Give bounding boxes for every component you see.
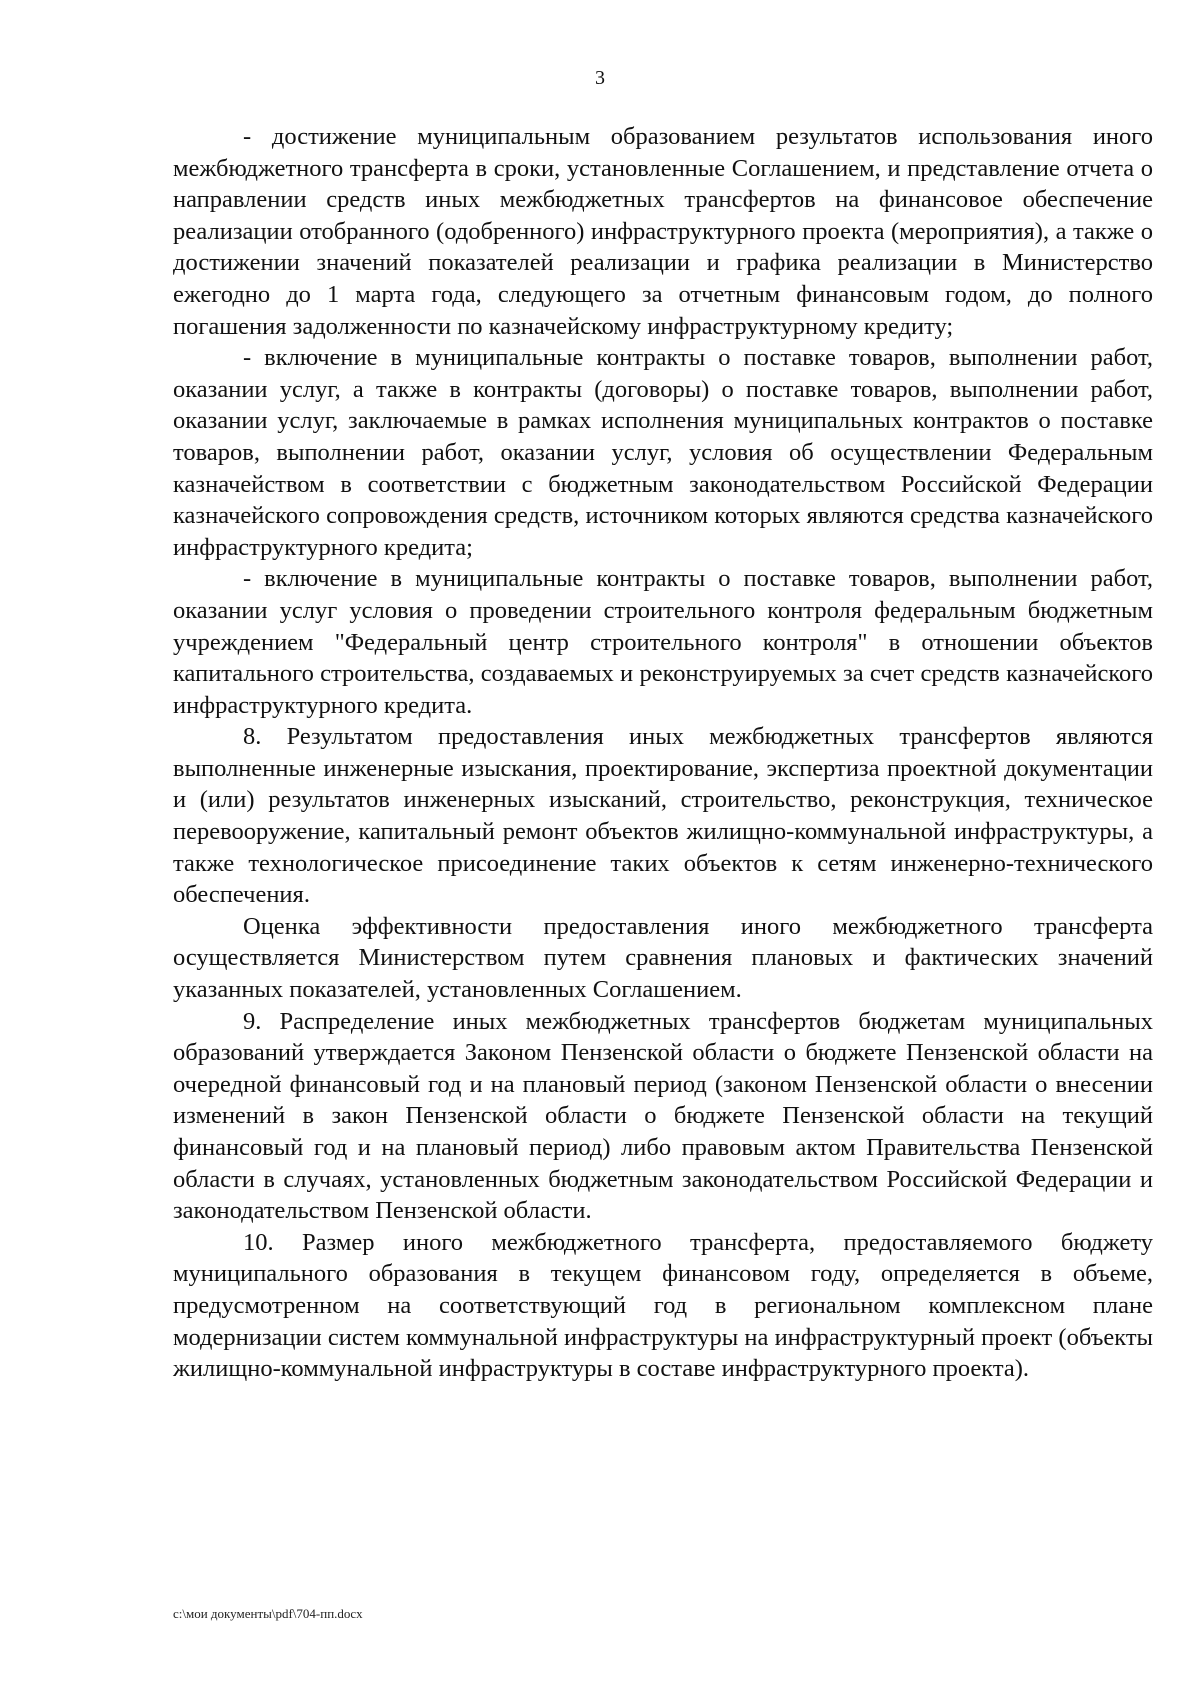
paragraph-treasury-support: - включение в муниципальные контракты о поставке товаров, выполнении работ, оказании услуг, а также в контракты (договоры) о поставке товаров, выполнении работ, оказании услуг, заключаемые в рамках исполнения муниципальных контрактов о поставке товаров, выполнении работ, оказании услуг, условия об осуществлении Федеральным казначейством в соответствии с бюджетным законодательством Российской Федерации казначейского сопровождения средств, источником которых являются средства казначейского инфраструктурного кредита; <box>173 344 1153 561</box>
paragraph-clause-9: 9. Распределение иных межбюджетных трансфертов бюджетам муниципальных образований утверждается Законом Пензенской области о бюджете Пензенской области на очередной финансовый год и на плановый период (законом Пензенской области о внесении изменений в закон Пензенской области о бюджете Пензенской области на текущий финансовый год и на плановый период) либо правовым актом Правительства Пензенской области в случаях, установленных бюджетным законодательством Российской Федерации и законодательством Пензенской области. <box>173 1007 1153 1225</box>
document-body <box>173 121 1153 1385</box>
page-number: 3 <box>595 67 605 89</box>
paragraph-efficiency-evaluation: Оценка эффективности предоставления иного межбюджетного трансферта осуществляется Министерством путем сравнения плановых и фактических значений указанных показателей, установленных Соглашением. <box>173 912 1153 1004</box>
footer-file-path: c:\мои документы\pdf\704-пп.docx <box>173 1606 363 1621</box>
paragraph-clause-10: 10. Размер иного межбюджетного трансферта, предоставляемого бюджету муниципального образования в текущем финансовом году, определяется в объеме, предусмотренном на соответствующий год в региональном комплексном плане модернизации систем коммунальной инфраструктуры на инфраструктурный проект (объекты жилищно-коммунальной инфраструктуры в составе инфраструктурного проекта). <box>173 1228 1153 1383</box>
paragraph-construction-control: - включение в муниципальные контракты о поставке товаров, выполнении работ, оказании услуг условия о проведении строительного контроля федеральным бюджетным учреждением "Федеральный центр строительного контроля" в отношении объектов капитального строительства, создаваемых и реконструируемых за счет средств казначейского инфраструктурного кредита. <box>173 565 1153 719</box>
paragraph-clause-8: 8. Результатом предоставления иных межбюджетных трансфертов являются выполненные инженерные изыскания, проектирование, экспертиза проектной документации и (или) результатов инженерных изысканий, строительство, реконструкция, техническое перевооружение, капитальный ремонт объектов жилищно-коммунальной инфраструктуры, а также технологическое присоединение таких объектов к сетям инженерно-технического обеспечения. <box>173 723 1153 909</box>
paragraph-results-achievement: - достижение муниципальным образованием результатов использования иного межбюджетного трансферта в сроки, установленные Соглашением, и представление отчета о направлении средств иных межбюджетных трансфертов на финансовое обеспечение реализации отобранного (одобренного) инфраструктурного проекта (мероприятия), а также о достижении значений показателей реализации и графика реализации в Министерство ежегодно до 1 марта года, следующего за отчетным финансовым годом, до полного погашения задолженности по казначейскому инфраструктурному кредиту; <box>173 123 1153 340</box>
